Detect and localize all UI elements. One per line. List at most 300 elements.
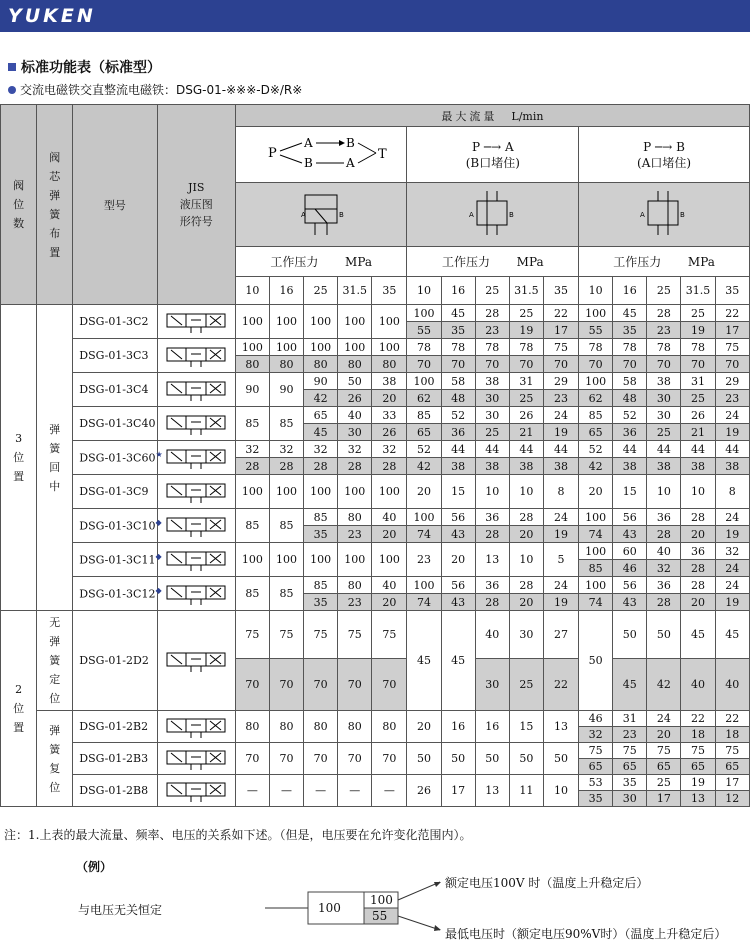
flow-value: 78 bbox=[475, 339, 509, 356]
model-name: DSG-01-3C2 bbox=[73, 305, 157, 339]
flow-value: 23 bbox=[543, 390, 578, 407]
flow-value: 36 bbox=[681, 543, 715, 560]
flow-value: 29 bbox=[715, 373, 749, 390]
flow-value: 65 bbox=[579, 424, 613, 441]
flow-value: 80 bbox=[338, 577, 372, 594]
flow-value: 26 bbox=[509, 407, 543, 424]
flow-value: 58 bbox=[441, 373, 475, 390]
flow-value: 23 bbox=[647, 322, 681, 339]
flow-value: 43 bbox=[613, 594, 647, 611]
flow-value: 31 bbox=[509, 373, 543, 390]
flow-value: 44 bbox=[475, 441, 509, 458]
model-name: DSG-01-3C10◆ bbox=[73, 509, 157, 543]
flow-value: 44 bbox=[543, 441, 578, 458]
table-row bbox=[1, 577, 750, 594]
svg-text:B: B bbox=[304, 156, 313, 170]
flow-value: 50 bbox=[543, 743, 578, 775]
valve-symbol-icon bbox=[163, 648, 229, 674]
flow-value: 28 bbox=[681, 560, 715, 577]
flow-value: 18 bbox=[681, 727, 715, 743]
flow-value: 25 bbox=[509, 659, 543, 711]
flow-value: 42 bbox=[647, 659, 681, 711]
flow-value: 24 bbox=[715, 577, 749, 594]
example-bottom-value: 55 bbox=[372, 909, 388, 923]
flow-value: 50 bbox=[407, 743, 441, 775]
flow-value: 100 bbox=[338, 339, 372, 356]
flow-value: 28 bbox=[647, 526, 681, 543]
flow-value: 28 bbox=[372, 458, 407, 475]
flow-value: 15 bbox=[613, 475, 647, 509]
flow-value: 20 bbox=[407, 711, 441, 743]
flow-value: 100 bbox=[269, 305, 303, 339]
flow-value: 20 bbox=[407, 475, 441, 509]
pressure-header: 31.5 bbox=[681, 277, 715, 305]
flow-value: 75 bbox=[372, 611, 407, 659]
flow-value: 20 bbox=[372, 526, 407, 543]
flow-value: 65 bbox=[407, 424, 441, 441]
flow-value: 20 bbox=[372, 594, 407, 611]
flow-value: 28 bbox=[681, 577, 715, 594]
flow-value: 50 bbox=[509, 743, 543, 775]
flow-value: 35 bbox=[579, 791, 613, 807]
valve-symbol-icon bbox=[163, 746, 229, 772]
position-2: 2 位 置 bbox=[1, 611, 37, 807]
flow-value: 17 bbox=[715, 322, 749, 339]
valve-symbol-icon bbox=[163, 445, 229, 471]
flow-value: 38 bbox=[543, 458, 578, 475]
flow-value: 20 bbox=[509, 594, 543, 611]
flow-value: 26 bbox=[407, 775, 441, 807]
flow-value: 27 bbox=[543, 611, 578, 659]
flow-value: 75 bbox=[715, 339, 749, 356]
spec-table bbox=[0, 104, 750, 807]
flow-value: 28 bbox=[338, 458, 372, 475]
flow-value: 35 bbox=[613, 322, 647, 339]
flow-value: 100 bbox=[407, 509, 441, 526]
flow-value: 44 bbox=[509, 441, 543, 458]
flow-value: 100 bbox=[579, 577, 613, 594]
flow-value: 43 bbox=[613, 526, 647, 543]
flow-value: 70 bbox=[647, 356, 681, 373]
jis-symbol bbox=[157, 711, 235, 743]
flow-value: 75 bbox=[543, 339, 578, 356]
jis-symbol bbox=[157, 611, 235, 711]
flow-value: 70 bbox=[304, 743, 338, 775]
flow-value: 85 bbox=[269, 577, 303, 611]
flow-value: 15 bbox=[441, 475, 475, 509]
flow-value: 52 bbox=[613, 407, 647, 424]
flow-value: 90 bbox=[269, 373, 303, 407]
valve-symbol-icon bbox=[163, 309, 229, 335]
jis-symbol bbox=[157, 475, 235, 509]
subtitle: 交流电磁铁交直整流电磁铁：DSG-01-※※※-D※/R※ bbox=[8, 81, 302, 98]
flow-value: 19 bbox=[715, 526, 749, 543]
flow-value: 56 bbox=[613, 509, 647, 526]
flow-value: 80 bbox=[372, 356, 407, 373]
flow-value: 24 bbox=[715, 509, 749, 526]
flow-value: 74 bbox=[579, 526, 613, 543]
flow-value: 35 bbox=[441, 322, 475, 339]
flow-value: 48 bbox=[441, 390, 475, 407]
flow-value: 19 bbox=[543, 424, 578, 441]
jis-symbol bbox=[157, 373, 235, 407]
jis-symbol bbox=[157, 407, 235, 441]
table-row bbox=[1, 711, 750, 727]
jis-symbol bbox=[157, 775, 235, 807]
flow-value: 78 bbox=[681, 339, 715, 356]
flow-value: 19 bbox=[715, 594, 749, 611]
example-top-value: 100 bbox=[370, 893, 393, 907]
flow-value: 36 bbox=[475, 577, 509, 594]
flow-value: 25 bbox=[509, 305, 543, 322]
flow-value: 20 bbox=[647, 727, 681, 743]
flow-value: 78 bbox=[441, 339, 475, 356]
flow-value: 74 bbox=[407, 526, 441, 543]
flow-value: 25 bbox=[647, 775, 681, 791]
flow-value: 31 bbox=[681, 373, 715, 390]
flow-value: 35 bbox=[304, 594, 338, 611]
table-row bbox=[1, 407, 750, 424]
flow-value: — bbox=[235, 775, 269, 807]
flow-value: 28 bbox=[509, 509, 543, 526]
jis-symbol bbox=[157, 577, 235, 611]
flow-value: 75 bbox=[579, 743, 613, 759]
flow-value: 100 bbox=[304, 339, 338, 356]
flow-value: 13 bbox=[475, 543, 509, 577]
flow-value: 19 bbox=[509, 322, 543, 339]
jis-symbol bbox=[157, 441, 235, 475]
flow-value: 65 bbox=[579, 759, 613, 775]
circle-bullet-icon bbox=[8, 86, 16, 94]
svg-text:T: T bbox=[378, 147, 387, 162]
flow-value: 36 bbox=[475, 509, 509, 526]
flow-value: 80 bbox=[235, 356, 269, 373]
flow-value: 32 bbox=[304, 441, 338, 458]
flow-value: 13 bbox=[475, 775, 509, 807]
flow-value: 80 bbox=[269, 711, 303, 743]
spool-detent: 无 弹 簧 定 位 bbox=[37, 611, 73, 711]
flow-value: 58 bbox=[613, 373, 647, 390]
flow-value: 38 bbox=[715, 458, 749, 475]
page-title: 标准功能表（标准型） bbox=[8, 57, 161, 77]
flow-value: 100 bbox=[407, 373, 441, 390]
flow-value: 56 bbox=[613, 577, 647, 594]
flow-value: 11 bbox=[509, 775, 543, 807]
flow-value: 45 bbox=[613, 305, 647, 322]
head-pressure-2: 工作压力 MPa bbox=[407, 247, 579, 277]
flow-value: 10 bbox=[543, 775, 578, 807]
flow-value: 24 bbox=[715, 407, 749, 424]
flow-value: 45 bbox=[681, 611, 715, 659]
flow-value: 85 bbox=[304, 509, 338, 526]
flow-value: 100 bbox=[235, 339, 269, 356]
table-row bbox=[1, 509, 750, 526]
flow-value: 75 bbox=[304, 611, 338, 659]
flow-value: 43 bbox=[441, 526, 475, 543]
flow-value: 80 bbox=[235, 711, 269, 743]
flow-value: 30 bbox=[509, 611, 543, 659]
svg-text:A: A bbox=[301, 211, 306, 219]
flow-value: 31 bbox=[613, 711, 647, 727]
flow-value: 17 bbox=[647, 791, 681, 807]
flow-value: 30 bbox=[613, 791, 647, 807]
pressure-header: 25 bbox=[304, 277, 338, 305]
flow-value: 100 bbox=[269, 339, 303, 356]
model-name: DSG-01-3C4 bbox=[73, 373, 157, 407]
jis-symbol bbox=[157, 305, 235, 339]
flow-value: 85 bbox=[269, 407, 303, 441]
table-row bbox=[1, 743, 750, 759]
flow-value: 70 bbox=[269, 743, 303, 775]
flow-value: 75 bbox=[613, 743, 647, 759]
flow-value: — bbox=[338, 775, 372, 807]
jis-symbol bbox=[157, 543, 235, 577]
svg-text:B: B bbox=[680, 211, 685, 219]
flow-value: 38 bbox=[681, 458, 715, 475]
model-name: DSG-01-3C11◆ bbox=[73, 543, 157, 577]
flow-value: 32 bbox=[338, 441, 372, 458]
valve-symbol-icon bbox=[163, 513, 229, 539]
square-bullet-icon bbox=[8, 63, 16, 71]
model-name: DSG-01-3C40 bbox=[73, 407, 157, 441]
model-name: DSG-01-2B8 bbox=[73, 775, 157, 807]
flow-value: 100 bbox=[407, 577, 441, 594]
flow-value: — bbox=[304, 775, 338, 807]
flow-value: 23 bbox=[407, 543, 441, 577]
pressure-header: 16 bbox=[269, 277, 303, 305]
flow-value: 10 bbox=[681, 475, 715, 509]
flow-value: 44 bbox=[613, 441, 647, 458]
flow-value: 65 bbox=[715, 759, 749, 775]
flow-value: 56 bbox=[441, 577, 475, 594]
flow-value: — bbox=[269, 775, 303, 807]
example-value: 100 bbox=[318, 901, 341, 915]
head-position: 阀 位 数 bbox=[1, 105, 37, 305]
jis-symbol bbox=[157, 339, 235, 373]
svg-text:B: B bbox=[346, 136, 355, 150]
flow-value: 25 bbox=[647, 424, 681, 441]
flow-value: 32 bbox=[715, 543, 749, 560]
head-flow-col3: P ─→ B (A口堵住) bbox=[579, 127, 750, 183]
position-3: 3 位 置 bbox=[1, 305, 37, 611]
valve-symbol-icon bbox=[163, 479, 229, 505]
flow-value: 45 bbox=[613, 659, 647, 711]
flow-value: 100 bbox=[579, 305, 613, 322]
flow-value: 100 bbox=[269, 543, 303, 577]
flow-value: 53 bbox=[579, 775, 613, 791]
flow-value: 48 bbox=[613, 390, 647, 407]
flow-value: 35 bbox=[304, 526, 338, 543]
pressure-header: 25 bbox=[475, 277, 509, 305]
flow-value: 23 bbox=[475, 322, 509, 339]
flow-value: 80 bbox=[372, 711, 407, 743]
flow-value: 70 bbox=[338, 743, 372, 775]
flow-value: 85 bbox=[235, 509, 269, 543]
table-row bbox=[1, 339, 750, 356]
flow-value: 20 bbox=[681, 594, 715, 611]
flow-value: 100 bbox=[372, 475, 407, 509]
valve-symbol-icon bbox=[163, 547, 229, 573]
head-model: 型号 bbox=[73, 105, 157, 305]
flow-value: 43 bbox=[441, 594, 475, 611]
flow-value: 70 bbox=[441, 356, 475, 373]
flow-value: 78 bbox=[647, 339, 681, 356]
flow-value: 90 bbox=[235, 373, 269, 407]
flow-value: 45 bbox=[441, 305, 475, 322]
valve-circuit-symbol bbox=[634, 187, 694, 239]
flow-value: 70 bbox=[372, 659, 407, 711]
flow-value: 22 bbox=[681, 711, 715, 727]
flow-value: 17 bbox=[543, 322, 578, 339]
flow-value: 28 bbox=[647, 594, 681, 611]
flow-value: 80 bbox=[269, 356, 303, 373]
pressure-header: 35 bbox=[372, 277, 407, 305]
flow-value: 75 bbox=[647, 743, 681, 759]
flow-value: 40 bbox=[475, 611, 509, 659]
flow-value: 28 bbox=[647, 305, 681, 322]
svg-text:A: A bbox=[468, 211, 474, 219]
flow-value: 26 bbox=[372, 424, 407, 441]
model-name: DSG-01-3C9 bbox=[73, 475, 157, 509]
head-pressure-1: 工作压力 MPa bbox=[235, 247, 407, 277]
flow-value: 24 bbox=[647, 711, 681, 727]
flow-value: 28 bbox=[269, 458, 303, 475]
flow-value: 80 bbox=[304, 356, 338, 373]
flow-value: 25 bbox=[681, 390, 715, 407]
flow-value: 32 bbox=[269, 441, 303, 458]
flow-value: 30 bbox=[338, 424, 372, 441]
flow-value: 42 bbox=[579, 458, 613, 475]
flow-value: 50 bbox=[441, 743, 475, 775]
pressure-header: 31.5 bbox=[509, 277, 543, 305]
svg-text:P: P bbox=[268, 146, 277, 161]
flow-value: 20 bbox=[441, 543, 475, 577]
flow-value: 8 bbox=[715, 475, 749, 509]
head-flow-col1 bbox=[235, 127, 407, 183]
flow-value: 40 bbox=[372, 577, 407, 594]
flow-value: 33 bbox=[372, 407, 407, 424]
flow-value: 52 bbox=[441, 407, 475, 424]
flow-value: 100 bbox=[304, 475, 338, 509]
flow-value: 62 bbox=[579, 390, 613, 407]
flow-value: 85 bbox=[235, 577, 269, 611]
flow-value: 30 bbox=[647, 390, 681, 407]
svg-text:A: A bbox=[346, 156, 355, 170]
flow-value: 52 bbox=[579, 441, 613, 458]
flow-value: 85 bbox=[235, 407, 269, 441]
flow-value: 52 bbox=[407, 441, 441, 458]
flow-value: 38 bbox=[475, 373, 509, 390]
flow-value: 100 bbox=[235, 543, 269, 577]
head-flow-col2: P ─→ A (B口堵住) bbox=[407, 127, 579, 183]
flow-value: 32 bbox=[372, 441, 407, 458]
flow-value: 30 bbox=[475, 390, 509, 407]
flow-value: 70 bbox=[338, 659, 372, 711]
flow-value: 40 bbox=[338, 407, 372, 424]
valve-symbol-icon bbox=[163, 343, 229, 369]
valve-symbol-icon bbox=[163, 411, 229, 437]
flow-value: 13 bbox=[681, 791, 715, 807]
flow-value: 45 bbox=[441, 611, 475, 711]
flow-value: 30 bbox=[475, 659, 509, 711]
flow-value: 20 bbox=[509, 526, 543, 543]
flow-value: 28 bbox=[475, 305, 509, 322]
table-row bbox=[1, 775, 750, 791]
flow-value: 100 bbox=[338, 543, 372, 577]
pressure-header: 35 bbox=[715, 277, 749, 305]
flow-value: 20 bbox=[579, 475, 613, 509]
flow-path-diagram bbox=[246, 133, 396, 173]
flow-value: 38 bbox=[441, 458, 475, 475]
pressure-header: 10 bbox=[579, 277, 613, 305]
flow-value: 5 bbox=[543, 543, 578, 577]
flow-value: 85 bbox=[407, 407, 441, 424]
flow-value: 100 bbox=[235, 475, 269, 509]
flow-value: 85 bbox=[304, 577, 338, 594]
svg-text:B: B bbox=[339, 211, 344, 219]
flow-value: 100 bbox=[304, 305, 338, 339]
flow-value: 22 bbox=[543, 305, 578, 322]
example-top-desc: 额定电压100V 时（温度上升稳定后） bbox=[445, 876, 649, 890]
pressure-header: 16 bbox=[441, 277, 475, 305]
valve-symbol-icon bbox=[163, 377, 229, 403]
flow-value: 25 bbox=[681, 305, 715, 322]
flow-value: 19 bbox=[543, 594, 578, 611]
flow-value: 32 bbox=[579, 727, 613, 743]
flow-value: 40 bbox=[372, 509, 407, 526]
spool-spring-offset: 弹 簧 复 位 bbox=[37, 711, 73, 807]
flow-value: 22 bbox=[715, 711, 749, 727]
flow-value: 70 bbox=[407, 356, 441, 373]
flow-value: 65 bbox=[681, 759, 715, 775]
flow-value: 75 bbox=[338, 611, 372, 659]
flow-value: 70 bbox=[235, 743, 269, 775]
flow-value: 36 bbox=[647, 577, 681, 594]
flow-value: 85 bbox=[579, 407, 613, 424]
flow-value: 100 bbox=[372, 305, 407, 339]
flow-value: 45 bbox=[407, 611, 441, 711]
flow-value: 80 bbox=[338, 509, 372, 526]
flow-value: 42 bbox=[304, 390, 338, 407]
flow-value: 23 bbox=[338, 526, 372, 543]
flow-value: 13 bbox=[543, 711, 578, 743]
flow-value: 100 bbox=[372, 339, 407, 356]
head-symbol-1 bbox=[235, 183, 407, 247]
flow-value: 26 bbox=[681, 407, 715, 424]
flow-value: 75 bbox=[235, 611, 269, 659]
flow-value: 38 bbox=[372, 373, 407, 390]
flow-value: 22 bbox=[715, 305, 749, 322]
jis-symbol bbox=[157, 509, 235, 543]
flow-value: 44 bbox=[681, 441, 715, 458]
model-name: DSG-01-2B2 bbox=[73, 711, 157, 743]
flow-value: 12 bbox=[715, 791, 749, 807]
flow-value: 56 bbox=[441, 509, 475, 526]
flow-value: 23 bbox=[715, 390, 749, 407]
flow-value: 20 bbox=[372, 390, 407, 407]
table-row bbox=[1, 441, 750, 458]
flow-value: 75 bbox=[269, 611, 303, 659]
flow-value: 74 bbox=[407, 594, 441, 611]
footnote: 注：1.上表的最大流量、频率、电压的关系如下述。（但是，电压要在允许变化范围内）。 bbox=[4, 828, 472, 842]
header-banner bbox=[0, 0, 750, 32]
flow-value: 70 bbox=[509, 356, 543, 373]
table-row bbox=[1, 373, 750, 390]
flow-value: 24 bbox=[715, 560, 749, 577]
flow-value: 29 bbox=[543, 373, 578, 390]
svg-text:A: A bbox=[640, 211, 645, 219]
flow-value: 8 bbox=[543, 475, 578, 509]
